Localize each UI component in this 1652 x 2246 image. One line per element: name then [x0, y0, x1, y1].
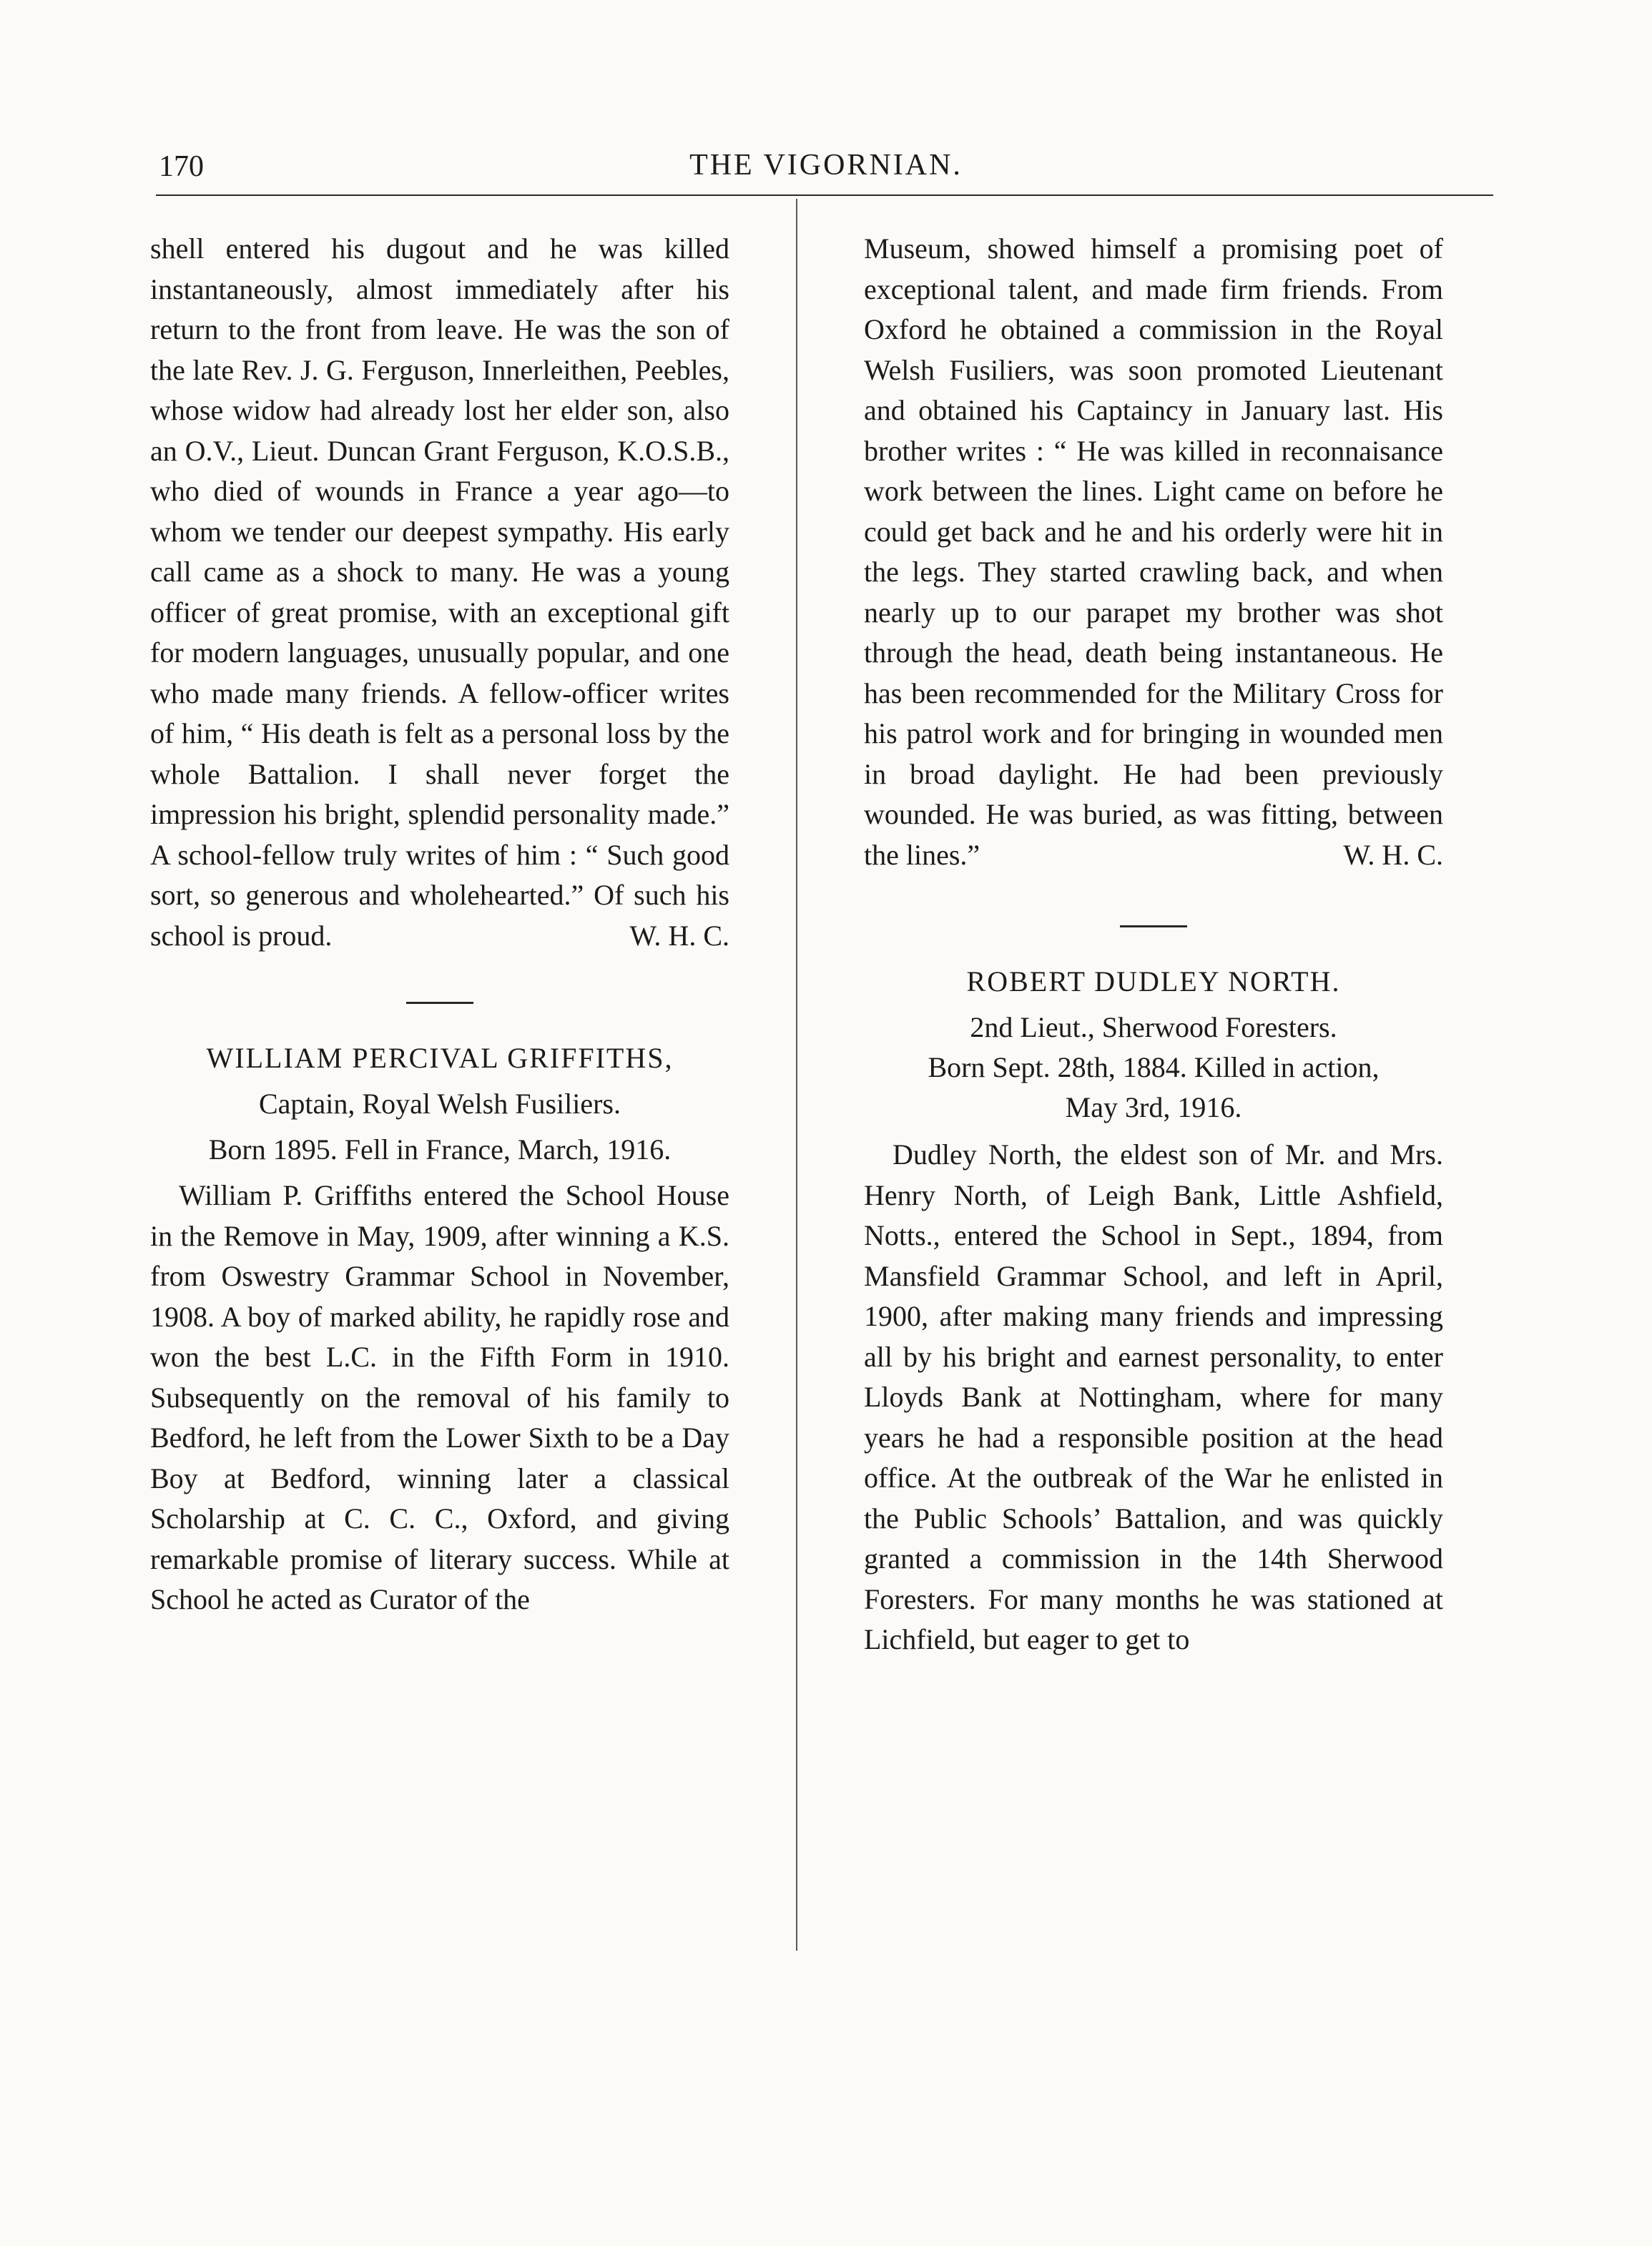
north-body: Dudley North, the eldest son of Mr. and Mrs. Henry North, of Leigh Bank, Little Ashfield, Notts., entered the School in Sept., 1894, from Mansfield Grammar School, and left in April, 1900, after making many friends and impressing all by his bright and earnest personality, to enter Lloyds Bank at Nottingham, where for many years he had a responsible position at the head office. At the outbreak of the War he enlisted in the Public Schools’ Battalion, and was quickly granted a commission in the 14th Sherwood Foresters. For many months he was stationed at Lichfield, but eager to get to: [864, 1138, 1443, 1655]
column-rule: [796, 199, 797, 1951]
griffiths-dates: Born 1895. Fell in France, March, 1916.: [208, 1133, 672, 1166]
running-title: THE VIGORNIAN.: [689, 149, 963, 182]
north-heading: ROBERT DUDLEY NORTH.: [966, 965, 1341, 998]
header-rule: [156, 194, 1493, 196]
page-number: 170: [159, 150, 204, 183]
right-column: [864, 229, 1443, 1660]
north-dates-line-2: May 3rd, 1916.: [1065, 1091, 1242, 1123]
griffiths-body: William P. Griffiths entered the School House in the Remove in May, 1909, after winning a K.S. from Oswestry Grammar School in November, 1908. A boy of marked ability, he rapidly rose and won the best L.C. in the Fifth Form in 1910. Subsequently on the removal of his family to Bedford, he left from the Lower Sixth to be a Day Boy at Bedford, winning later a classical Scholarship at C. C. C., Oxford, and giving remarkable promise of literary success. While at School he acted as Curator of the: [150, 1179, 729, 1615]
north-rank: 2nd Lieut., Sherwood Foresters.: [970, 1011, 1337, 1043]
obituary-continuation-body: shell entered his dugout and he was killed instantaneously, almost immediately after his return to the front from leave. He was the son of the late Rev. J. G. Ferguson, Innerleithen, Peebles, whose widow had already lost her elder son, also an O.V., Lieut. Duncan Grant Ferguson, K.O.S.B., who died of wounds in France a year ago—to whom we tender our deepest sympathy. His early call came as a shock to many. He was a young officer of great promise, with an exceptional gift for modern languages, unusually popular, and one who made many friends. A fellow-officer writes of him, “ His death is felt as a personal loss by the whole Battalion. I shall never forget the impression his bright, splendid personality made.” A school-fellow truly writes of him : “ Such good sort, so generous and wholehearted.” Of such his school is proud.: [150, 232, 729, 952]
obituary-continuation-text: [150, 229, 729, 956]
griffiths-continuation-body: Museum, showed himself a promising poet of exceptional talent, and made firm friends. From Oxford he obtained a commission in the Royal Welsh Fusiliers, was soon promoted Lieutenant and obtained his Captaincy in January last. His brother writes : “ He was killed in reconnaisance work between the lines. Light came on before he could get back and he and his orderly were hit in the legs. They started crawling back, and when nearly up to our parapet my brother was shot through the head, death being instantaneous. He has been recommended for the Military Cross for his patrol work and for bringing in wounded men in broad daylight. He had been previously wounded. He was buried, as was fitting, between the lines.”: [864, 232, 1443, 871]
griffiths-heading: WILLIAM PERCIVAL GRIFFITHS,: [206, 1042, 674, 1074]
north-dates-line-1: Born Sept. 28th, 1884. Killed in action,: [928, 1051, 1380, 1083]
griffiths-signature: W. H. C.: [1343, 838, 1443, 871]
obituary-signature: W. H. C.: [629, 919, 729, 952]
griffiths-continuation-text: [864, 229, 1443, 875]
left-column: [150, 229, 729, 1620]
griffiths-rank: Captain, Royal Welsh Fusiliers.: [258, 1088, 621, 1120]
